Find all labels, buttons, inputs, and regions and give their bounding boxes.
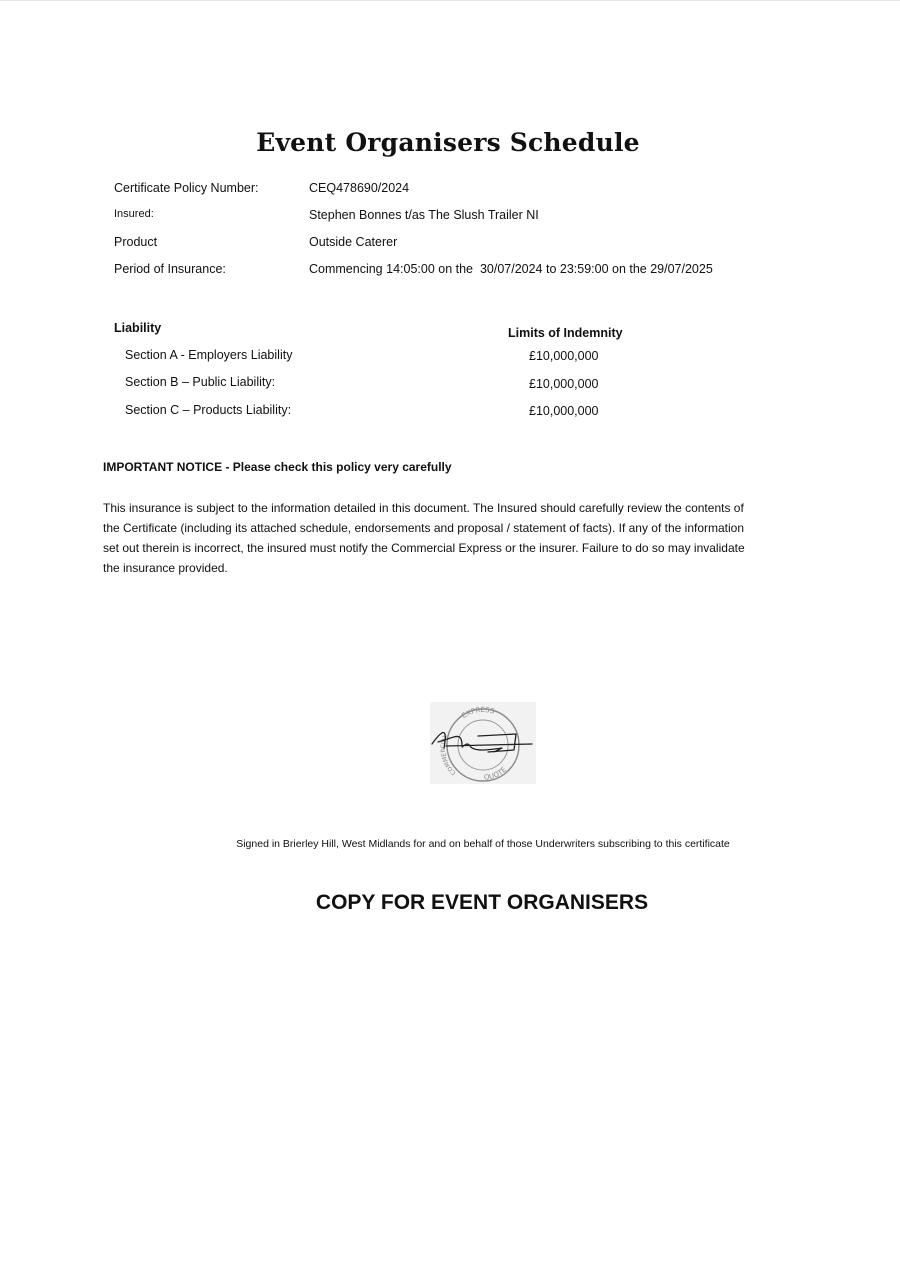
signature-stamp xyxy=(428,700,538,786)
section-c-value: £10,000,000 xyxy=(529,404,599,418)
stamp-side-text: COMMERCIAL xyxy=(439,733,458,777)
copy-label: COPY FOR EVENT ORGANISERS xyxy=(315,891,649,914)
section-a-label: Section A - Employers Liability xyxy=(125,348,293,362)
insured-label: Insured: xyxy=(114,208,154,220)
notice-title: IMPORTANT NOTICE - Please check this policy very carefully xyxy=(103,460,452,474)
policy-number-value: CEQ478690/2024 xyxy=(309,181,410,195)
limits-heading: Limits of Indemnity xyxy=(508,326,623,340)
stamp-top-text: EXPRESS xyxy=(460,705,496,720)
section-c-label: Section C – Products Liability: xyxy=(125,403,292,417)
notice-line: the Certificate (including its attached schedule, endorsements and proposal / statement of facts). If any of the information xyxy=(103,521,745,535)
period-value: Commencing 14:05:00 on the 30/07/2024 to 23:59:00 on the 29/07/2025 xyxy=(309,262,713,276)
notice-line: set out therein is incorrect, the insured must notify the Commercial Express or the insurer. Failure to do so may invalidate xyxy=(103,541,745,555)
section-b-value: £10,000,000 xyxy=(529,377,599,391)
document-title: Event Organisers Schedule xyxy=(256,128,640,157)
insured-value: Stephen Bonnes t/as The Slush Trailer NI xyxy=(309,208,539,222)
notice-line: This insurance is subject to the information detailed in this document. The Insured should carefully review the contents of xyxy=(103,501,744,515)
notice-line: the insurance provided. xyxy=(103,561,228,575)
product-label: Product xyxy=(114,235,158,249)
stamp-bottom-text: QUOTE xyxy=(483,765,508,782)
product-value: Outside Caterer xyxy=(309,235,398,249)
policy-number-label: Certificate Policy Number: xyxy=(114,181,259,195)
notice-body xyxy=(103,498,803,578)
section-b-label: Section B – Public Liability: xyxy=(125,375,276,389)
period-label: Period of Insurance: xyxy=(114,262,226,276)
liability-heading: Liability xyxy=(114,321,162,335)
section-a-value: £10,000,000 xyxy=(529,349,599,363)
signed-statement: Signed in Brierley Hill, West Midlands for and on behalf of those Underwriters subscribing to this certificate xyxy=(236,838,730,850)
